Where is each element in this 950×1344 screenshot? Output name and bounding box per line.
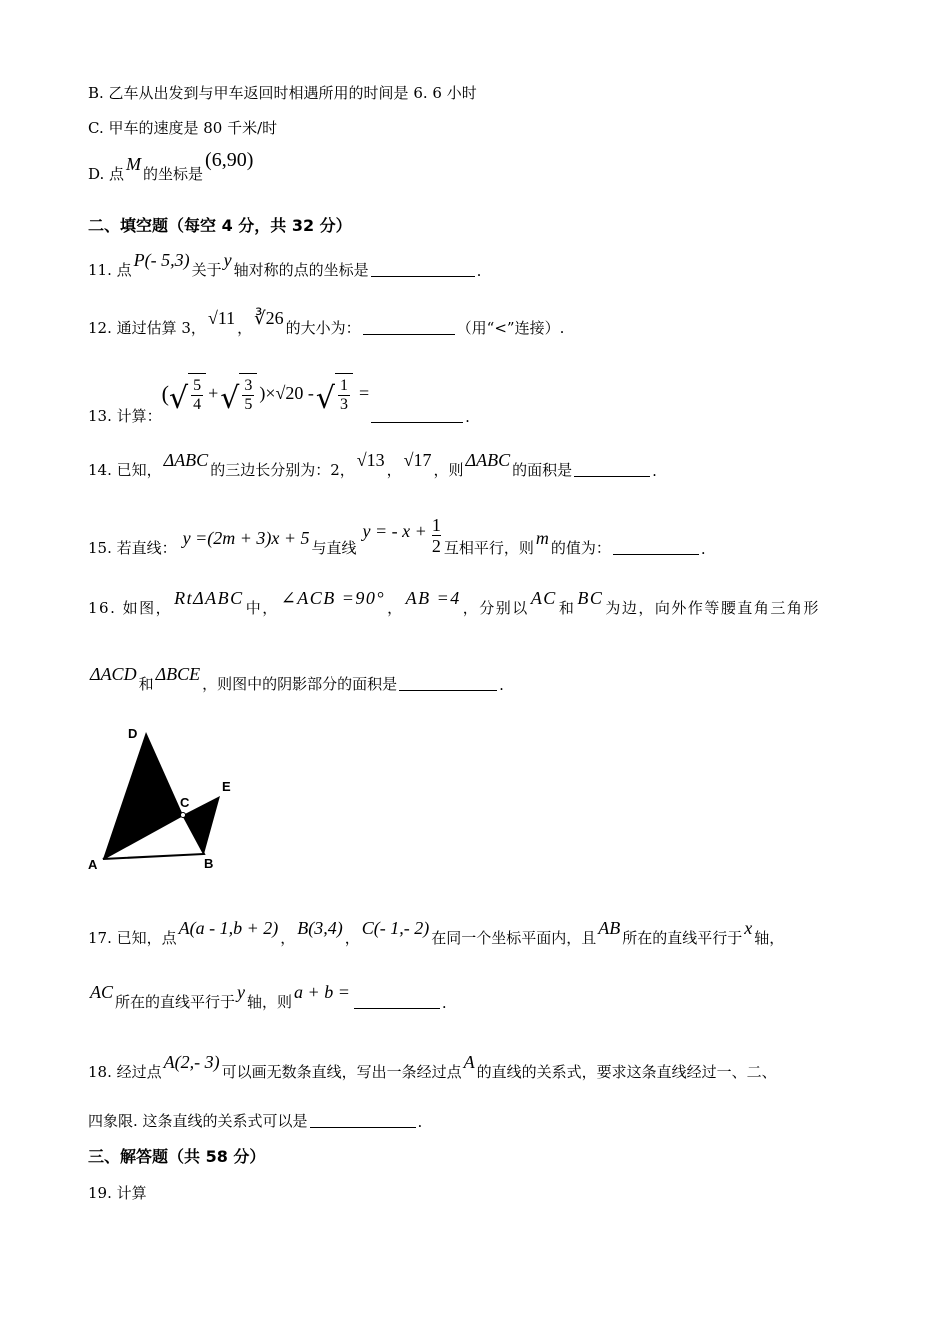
label-b: B	[204, 856, 214, 871]
question-17	[88, 918, 784, 948]
q17-ab: AB	[598, 918, 621, 938]
q18-point-a: A(2,- 3)	[163, 1052, 220, 1072]
q14-text-b: 的三边长分别为：2，	[210, 461, 355, 479]
q12-text-c: （用“<”连接）.	[456, 319, 565, 337]
q11-y: y	[223, 250, 232, 270]
q17b-text-b: 轴，则	[247, 993, 293, 1011]
q14-triangle-1: ΔABC	[163, 450, 209, 470]
q15-fd: 2	[431, 536, 441, 556]
q14-answer-blank[interactable]	[574, 475, 650, 477]
q16-text-e: 和	[558, 599, 576, 617]
label-c: C	[180, 795, 190, 810]
question-18-continued	[88, 1110, 422, 1131]
q14-text-a: 14. 已知，	[88, 461, 162, 479]
q17-answer-blank[interactable]	[354, 1007, 440, 1009]
q16-text-d: ，分别以	[462, 599, 529, 617]
q13-end: .	[465, 408, 470, 426]
q12-text-a: 12. 通过估算 3，	[88, 319, 206, 337]
q13-d2: 5	[244, 396, 253, 413]
q11-text-b: 关于	[191, 261, 222, 279]
question-16	[88, 588, 820, 618]
option-c-text: C. 甲车的速度是 80 千米/时	[88, 119, 278, 137]
q12-cuberoot-26: ∛26	[254, 308, 284, 328]
q14-text-d: 的面积是	[512, 461, 573, 479]
q17-sep-1: ，	[280, 929, 296, 947]
option-d-prefix: D. 点	[88, 165, 125, 183]
option-d-var: M	[126, 154, 142, 174]
option-b	[88, 82, 477, 103]
q16b-text-a: 和	[138, 675, 154, 693]
q16-text-b: 中，	[245, 599, 279, 617]
option-d-coord: (6,90)	[205, 149, 254, 171]
q14-text-c: ，则	[433, 461, 464, 479]
q13-n1: 5	[193, 377, 202, 394]
question-11	[88, 250, 481, 280]
q14-root-17: √17	[403, 450, 432, 470]
q13-text-a: 13. 计算：	[88, 407, 162, 425]
q15-text-c: 互相平行，则	[443, 539, 534, 557]
q15-answer-blank[interactable]	[613, 553, 699, 555]
q16b-text-b: ，则图中的阴影部分的面积是	[202, 675, 398, 693]
q15-end: .	[700, 540, 706, 558]
section-3-title-text: 三、解答题（共 58 分）	[88, 1147, 266, 1166]
q14-sep: ，	[386, 461, 402, 479]
question-14	[88, 450, 657, 480]
q17b-ac: AC	[90, 982, 114, 1002]
question-17-continued	[88, 982, 447, 1012]
q14-root-13: √13	[356, 450, 385, 470]
q15-fraction	[430, 515, 443, 556]
q17-point-a: A(a - 1,b + 2)	[178, 918, 279, 938]
q11-text-c: 轴对称的点的坐标是	[233, 261, 369, 279]
q16-text-c: ，	[387, 599, 404, 617]
q15-line-2: y = - x +	[362, 521, 427, 541]
question-13	[88, 366, 470, 426]
q13-n2: 3	[244, 377, 253, 394]
q18-text-c: 的直线的关系式，要求这条直线经过一、二、	[476, 1063, 777, 1081]
q13-answer-blank[interactable]	[371, 421, 463, 423]
q17b-end: .	[441, 994, 447, 1012]
section-2-title	[88, 213, 352, 236]
q14-end: .	[652, 462, 657, 480]
q11-answer-blank[interactable]	[371, 275, 475, 277]
q16-triangle-bce: ΔBCE	[155, 664, 201, 684]
option-d	[88, 150, 255, 184]
label-a: A	[88, 857, 98, 872]
q17-text-b: 在同一个坐标平面内，且	[431, 929, 597, 947]
q15-text-b: 与直线	[311, 539, 357, 557]
q14-triangle-2: ΔABC	[465, 450, 511, 470]
q16-ac: AC	[530, 588, 557, 608]
q16-ab: AB =4	[405, 588, 461, 608]
q17-text-a: 17. 已知，点	[88, 929, 177, 947]
question-18	[88, 1052, 777, 1082]
q16-text-f: 为边，向外作等腰直角三角形	[605, 599, 820, 617]
label-e: E	[222, 779, 231, 794]
question-16-continued	[88, 664, 504, 694]
q13-eq: =	[359, 383, 370, 403]
q17-point-c: C(- 1,- 2)	[361, 918, 430, 938]
option-d-mid: 的坐标是	[143, 165, 204, 183]
q17b-sum: a + b =	[294, 982, 350, 1002]
q17-sep-2: ，	[344, 929, 360, 947]
q15-line-1: y =(2m + 3)x + 5	[182, 528, 310, 548]
triangle-figure	[84, 724, 244, 874]
q17b-text-a: 所在的直线平行于	[115, 993, 236, 1011]
shaded-triangle-acd	[103, 732, 183, 859]
q16-answer-blank[interactable]	[399, 689, 497, 691]
q13-plus: +	[208, 383, 219, 403]
q18b-end: .	[417, 1113, 423, 1131]
q17-x: x	[744, 918, 753, 938]
option-b-text: B. 乙车从出发到与甲车返回时相遇所用的时间是 6. 6 小时	[88, 84, 477, 102]
q12-sep: ，	[237, 319, 253, 337]
q16-triangle: RtΔABC	[174, 588, 244, 608]
q18-text-a: 18. 经过点	[88, 1063, 162, 1081]
q17-text-d: 轴，	[754, 929, 785, 947]
q13-d3: 3	[340, 396, 349, 413]
q13-n3: 1	[340, 377, 349, 394]
q15-m: m	[535, 528, 549, 548]
q15-text-a: 15. 若直线：	[88, 539, 177, 557]
q18-a: A	[463, 1052, 475, 1072]
q13-d1: 4	[193, 396, 202, 413]
label-d: D	[128, 726, 138, 741]
question-19	[88, 1182, 147, 1203]
q12-root-11: √11	[207, 308, 236, 328]
q15-text-d: 的值为：	[550, 539, 611, 557]
q16-bc: BC	[577, 588, 604, 608]
q16-angle: ∠ACB =90°	[280, 588, 386, 608]
option-c	[88, 117, 277, 138]
q13-mul: )×√20 -	[259, 383, 314, 403]
q13-expression: ( √ $\frac{5}{4}$ + √ $\frac{3}{5}$ )×√20 - √ $\frac{1}{3}$ =	[162, 373, 370, 414]
q17-text-c: 所在的直线平行于	[622, 929, 743, 947]
q19-text: 19. 计算	[88, 1184, 147, 1202]
question-15	[88, 508, 706, 558]
q16-triangle-acd: ΔACD	[90, 664, 137, 684]
q12-text-b: 的大小为：	[285, 319, 361, 337]
point-c-marker	[181, 813, 186, 818]
q18b-text-a: 四象限. 这条直线的关系式可以是	[88, 1112, 308, 1130]
q18-answer-blank[interactable]	[310, 1126, 416, 1128]
q11-point: P(- 5,3)	[133, 250, 190, 270]
section-2-title-text: 二、填空题（每空 4 分，共 32 分）	[88, 216, 352, 235]
section-3-title	[88, 1144, 265, 1167]
q17-point-b: B(3,4)	[297, 918, 343, 938]
question-12	[88, 308, 564, 338]
q11-end: .	[476, 262, 482, 280]
q15-fn: 1	[431, 515, 441, 535]
q16-text-a: 16. 如图，	[88, 599, 173, 617]
q11-text-a: 11. 点	[88, 261, 132, 279]
q16b-end: .	[499, 676, 504, 694]
q18-text-b: 可以画无数条直线，写出一条经过点	[221, 1063, 462, 1081]
q12-answer-blank[interactable]	[363, 333, 455, 335]
q17b-y: y	[237, 982, 246, 1002]
